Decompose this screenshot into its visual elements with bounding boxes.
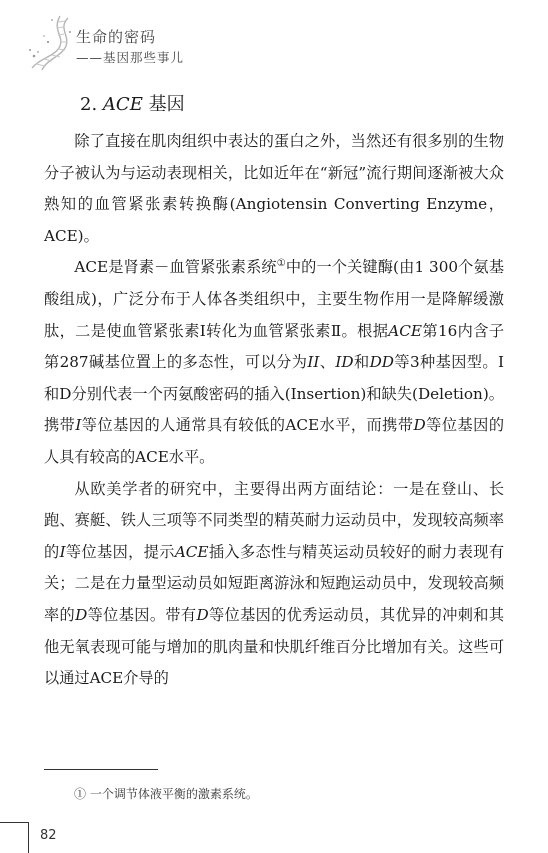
paragraph-1: 除了直接在肌肉组织中表达的蛋白之外，当然还有很多别的生物分子被认为与运动表现相关，比如近年在“新冠”流行期间逐渐被大众熟知的血管紧张素转换酶(Angiotensin Converting Enzyme，ACE)。 bbox=[44, 132, 504, 245]
section-word: 基因 bbox=[148, 94, 185, 115]
footnote-text: ① 一个调节体液平衡的激素系统。 bbox=[74, 787, 258, 801]
section-heading bbox=[80, 90, 185, 116]
section-gene-name: ACE bbox=[102, 94, 143, 115]
paragraph-2: ACE是肾素－血管紧张素系统①中的一个关键酶(由1 300个氨基酸组成)，广泛分布于人体各类组织中，主要生物作用一是降解缓激肽，二是使血管紧张素Ⅰ转化为血管紧张素Ⅱ。根据ACE第16内含子第287碱基位置上的多态性，可以分为II、ID和DD等3种基因型。I和D分别代表一个丙氨酸密码的插入(Insertion)和缺失(Deletion)。携带I等位基因的人通常具有较低的ACE水平，而携带D等位基因的人具有较高的ACE水平。 bbox=[44, 258, 505, 466]
page-number-frame bbox=[0, 822, 29, 853]
body-text bbox=[44, 126, 504, 695]
section-number: 2. bbox=[80, 94, 98, 115]
dna-helix-icon bbox=[26, 12, 74, 72]
running-header bbox=[26, 12, 246, 72]
footnote-divider bbox=[44, 769, 158, 770]
footnote-marker: ① bbox=[276, 258, 286, 270]
paragraph-3: 从欧美学者的研究中，主要得出两方面结论：一是在登山、长跑、赛艇、铁人三项等不同类型的精英耐力运动员中，发现较高频率的I等位基因，提示ACE插入多态性与精英运动员较好的耐力表现有关；二是在力量型运动员如短距离游泳和短跑运动员中，发现较高频率的D等位基因。带有D等位基因的优秀运动员，其优异的冲刺和其他无氧表现可能与增加的肌肉量和快肌纤维百分比增加有关。这些可以通过ACE介导的 bbox=[44, 479, 505, 688]
header-book-subtitle: ——基因那些事儿 bbox=[76, 50, 185, 65]
page-number: 82 bbox=[40, 828, 57, 843]
header-book-title: 生命的密码 bbox=[76, 28, 157, 46]
